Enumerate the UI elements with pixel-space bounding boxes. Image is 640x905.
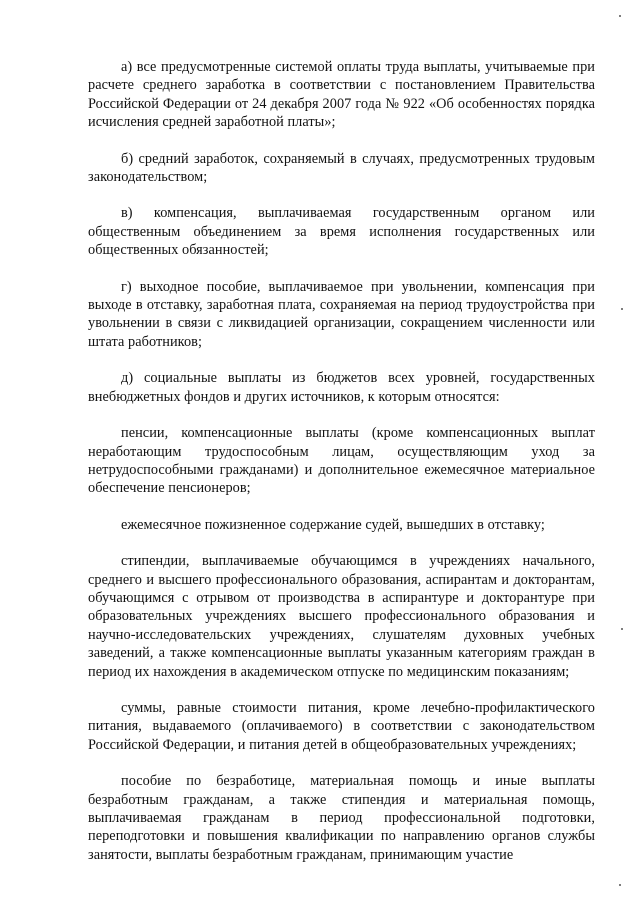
paragraph-d: д) социальные выплаты из бюджетов всех уровней, государственных внебюджетных фондов и других источников, к которым относятся: xyxy=(88,370,595,405)
document-page xyxy=(88,58,595,864)
paragraph-g: г) выходное пособие, выплачиваемое при увольнении, компенсация при выходе в отставку, заработная плата, сохраняемая на период трудоустройства при увольнении в связи с ликвидацией организации, сокращением численности или штата работников; xyxy=(88,278,595,350)
paragraph-b: б) средний заработок, сохраняемый в случаях, предусмотренных трудовым законодательством; xyxy=(88,150,595,186)
paragraph-stipends: стипендии, выплачиваемые обучающимся в учреждениях начального, среднего и высшего профессионального образования, аспирантам и докторантам, обучающимся с отрывом от производства в аспирантуре и докторантуре при образовательных учреждениях высшего профессионального образования и научно-исследовательских учреждениях, слушателям духовных учебных заведений, а также компенсационные выплаты указанным категориям граждан в период их нахождения в академическом отпуске по медицинским показаниям; xyxy=(88,553,595,680)
paragraph-food: суммы, равные стоимости питания, кроме лечебно-профилактического питания, выдаваемого (оплачиваемого) в соответствии с законодательством Российской Федерации, и питания детей в общеобразовательных учреждениях; xyxy=(88,699,595,753)
scan-speck xyxy=(621,308,623,310)
paragraph-pensions: пенсии, компенсационные выплаты (кроме компенсационных выплат неработающим трудоспособным лицам, осуществляющим уход за нетрудоспособными гражданами) и дополнительное ежемесячное материальное обеспечение пенсионеров; xyxy=(88,425,595,497)
paragraph-unemployment: пособие по безработице, материальная помощь и иные выплаты безработным гражданам, а также стипендия и материальная помощь, выплачиваемая гражданам в период профессиональной подготовки, переподготовки и повышения квалификации по направлению органов службы занятости, выплаты безработным гражданам, принимающим участие xyxy=(88,773,595,863)
scan-speck xyxy=(621,628,623,630)
scan-speck xyxy=(619,884,621,886)
scan-speck xyxy=(619,15,621,17)
paragraph-a: а) все предусмотренные системой оплаты труда выплаты, учитываемые при расчете среднего заработка в соответствии с постановлением Правительства Российской Федерации от 24 декабря 2007 года № 922 «Об особенностях порядка исчисления средней заработной платы»; xyxy=(88,59,595,131)
paragraph-v: в) компенсация, выплачиваемая государственным органом или общественным объединением за время исполнения государственных или общественных обязанностей; xyxy=(88,205,595,259)
paragraph-judges: ежемесячное пожизненное содержание судей, вышедших в отставку; xyxy=(121,516,545,533)
